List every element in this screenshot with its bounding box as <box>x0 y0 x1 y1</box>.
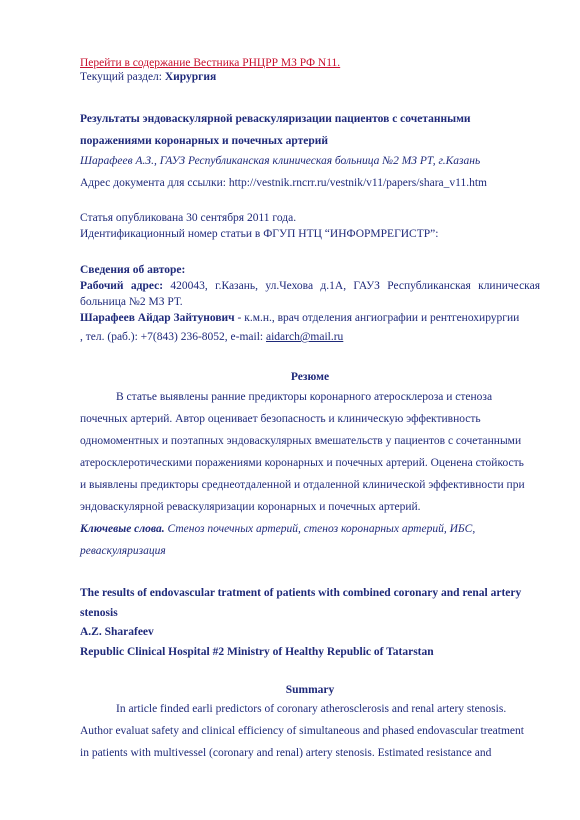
author-name: Шарафеев Айдар Зайтунович <box>80 312 235 324</box>
resume-line: почечных артерий. Автор оценивает безопасность и клиническую эффективность <box>80 413 481 425</box>
resume-line: одномоментных и поэтапных эндоваскулярных вмешательств у пациентов с сочетанными <box>80 435 522 447</box>
article-address: Адрес документа для ссылки: http://vestnik.rncrr.ru/vestnik/v11/papers/shara_v11.htm <box>80 177 487 189</box>
author-info-heading: Сведения об авторе: <box>80 264 186 276</box>
summary-line: In article finded earli predictors of coronary atherosclerosis and renal artery stenosis. <box>116 703 507 715</box>
author-degree: - к.м.н., врач отделения ангиографии и рентгенохирургии <box>234 312 520 324</box>
keywords-text: Стеноз почечных артерий, стеноз коронарных артерий, ИБС, <box>164 523 476 535</box>
publish-date: Статья опубликована 30 сентября 2011 года. <box>80 212 297 224</box>
contents-link[interactable]: Перейти в содержание Вестника РНЦРР МЗ РФ N11. <box>80 57 341 69</box>
english-author: A.Z. Sharafeev <box>80 626 154 638</box>
summary-heading: Summary <box>285 684 335 696</box>
email-link[interactable]: aidarch@mail.ru <box>265 331 344 343</box>
work-address-text: 420043, г.Казань, ул.Чехова д.1А, ГАУЗ Республиканская клиническая <box>163 280 540 292</box>
resume-heading: Резюме <box>290 371 330 383</box>
article-authors: Шарафеев А.З., ГАУЗ Республиканская клиническая больница №2 МЗ РТ, г.Казань <box>80 155 481 167</box>
work-address-label: Рабочий адрес: <box>80 280 164 292</box>
english-affiliation: Republic Clinical Hospital #2 Ministry of Healthy Republic of Tatarstan <box>80 646 434 658</box>
resume-line: В статье выявлены ранние предикторы коронарного атеросклероза и стеноза <box>116 391 493 403</box>
section-value: Хирургия <box>164 71 217 83</box>
summary-line: in patients with multivessel (coronary and renal) artery stenosis. Estimated resistance and <box>80 747 492 759</box>
english-title-line-2: stenosis <box>80 607 118 619</box>
keywords-label: Ключевые слова. <box>80 523 165 535</box>
keywords-line-2: реваскуляризация <box>80 545 166 557</box>
contact-line <box>80 326 540 348</box>
resume-line: эндоваскулярной реваскуляризации коронарных и почечных артерий. <box>80 501 421 513</box>
article-title-line-1: Результаты эндоваскулярной реваскуляризации пациентов с сочетанными <box>80 113 471 125</box>
phone-text: , тел. (раб.): +7(843) 236-8052, e-mail: <box>80 331 266 343</box>
article-title-line-2: поражениями коронарных и почечных артерий <box>80 135 328 147</box>
section-label: Текущий раздел: <box>80 71 165 83</box>
keywords-line <box>80 518 540 540</box>
header-block <box>80 56 540 70</box>
english-title-line-1: The results of endovascular tratment of patients with combined coronary and renal artery <box>80 587 522 599</box>
document-page <box>80 56 540 764</box>
author-name-line <box>80 310 540 326</box>
resume-line: и выявлены предикторы среднеотдаленной и отдаленной клинической эффективности при <box>80 479 525 491</box>
summary-line: Author evaluat safety and clinical efficiency of simultaneous and phased endovascular treatment <box>80 725 524 737</box>
resume-line: атеросклеротическими поражениями коронарных и почечных артерий. Оценена стойкость <box>80 457 524 469</box>
work-address-line-1 <box>80 278 540 294</box>
current-section <box>80 70 540 84</box>
article-id: Идентификационный номер статьи в ФГУП НТЦ “ИНФОРМРЕГИСТР”: <box>80 228 439 240</box>
work-address-line-2: больница №2 МЗ РТ. <box>80 296 183 308</box>
